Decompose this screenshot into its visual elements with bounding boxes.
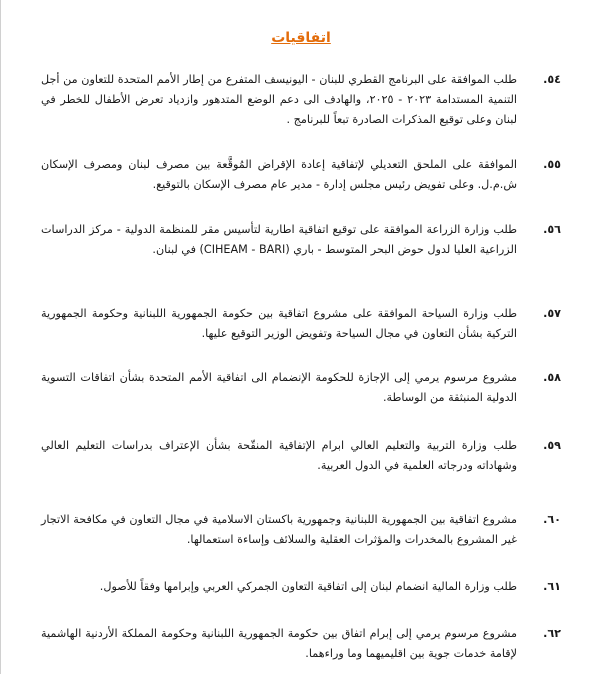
page-title: اتفاقيات [271, 30, 331, 46]
item-text: طلب وزارة الزراعة الموافقة على توقيع اتفاقية اطارية لتأسيس مقر للمنظمة الدولية - مركز الدراسات الزراعية العليا لدول حوض البحر المتوسط - باري (CIHEAM - BARI) في لبنان. [41, 223, 517, 256]
item-text: مشروع مرسوم يرمي إلى الإجازة للحكومة الإنضمام الى اتفاقية الأمم المتحدة بشأن اتفاقات التسوية الدولية المنبثقة من الوساطة. [41, 371, 517, 404]
item-text: طلب الموافقة على البرنامج القطري للبنان - اليونيسف المتفرع من إطار الأمم المتحدة للتعاون من أجل التنمية المستدامة ٢٠٢٣ - ٢٠٢٥، والهادف الى دعم الوضع المتدهور وازدياد تعرض الأطفال للخطر في لبنان وعلى توقيع المذكرات الصادرة تبعاً للبرنامج . [41, 73, 517, 126]
item-text: طلب وزارة المالية انضمام لبنان إلى اتفاقية التعاون الجمركي العربي وإبرامها وفقاً للأصول. [99, 580, 517, 593]
item-text: مشروع مرسوم يرمي إلى إبرام اتفاق بين حكومة الجمهورية اللبنانية وحكومة المملكة الأردنية الهاشمية لإقامة خدمات جوية بين اقليميهما وما وراءهما. [41, 627, 517, 660]
item-text: طلب وزارة السياحة الموافقة على مشروع اتفاقية بين حكومة الجمهورية اللبنانية وحكومة الجمهورية التركية بشأن التعاون في مجال السياحة وتفويض الوزير التوقيع عليها. [41, 307, 517, 340]
item-text: طلب وزارة التربية والتعليم العالي ابرام الإتفاقية المنقّحة بشأن الإعتراف بدراسات التعليم العالي وشهاداته ودرجاته العلمية في الدول العربية. [41, 439, 517, 472]
item-number: ٦١. [543, 580, 561, 593]
item-number: ٥٨. [543, 371, 561, 384]
item-number: ٥٥. [543, 158, 561, 171]
item-number: ٥٧. [543, 307, 561, 320]
item-number: ٥٩. [543, 439, 561, 452]
item-text: الموافقة على الملحق التعديلي لإتفاقية إعادة الإقراض المُوقَّعة بين مصرف لبنان ومصرف الإسكان ش.م.ل. وعلى تفويض رئيس مجلس إدارة - مدير عام مصرف الإسكان بالتوقيع. [41, 158, 517, 191]
item-number: ٦٢. [543, 627, 561, 640]
item-number: ٥٦. [543, 223, 561, 236]
item-text: مشروع اتفاقية بين الجمهورية اللبنانية وجمهورية باكستان الاسلامية في مجال التعاون في مكافحة الاتجار غير المشروع بالمخدرات والمؤثرات العقلية والسلائف وإساءة استعمالها. [41, 513, 517, 546]
item-number: ٦٠. [543, 513, 561, 526]
item-number: ٥٤. [543, 73, 561, 86]
